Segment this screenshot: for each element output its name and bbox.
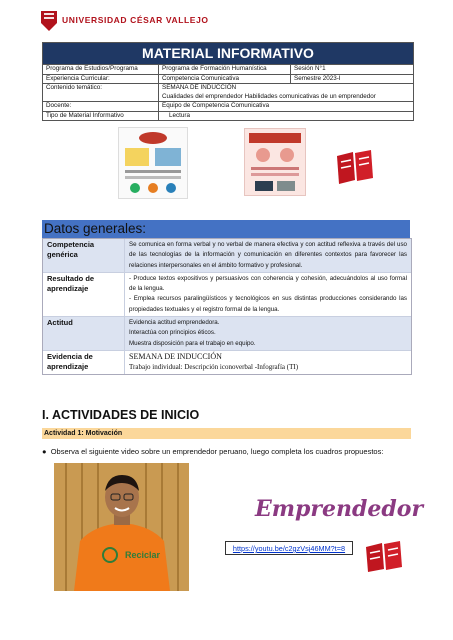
instruction-text: Observa el siguiente video sobre un emprendedor peruano, luego completa los cuadros propuestos: bbox=[50, 447, 384, 456]
resultado-value bbox=[125, 273, 411, 316]
evidencia-line2: Trabajo individual: Descripción iconoverbal -Infografía (TI) bbox=[129, 363, 299, 372]
university-name: UNIVERSIDAD CÉSAR VALLEJO bbox=[62, 15, 209, 25]
experience-row bbox=[43, 74, 413, 84]
resultado-row bbox=[43, 272, 411, 316]
evidencia-value bbox=[125, 351, 411, 374]
actitud-line3: Muestra disposición para el trabajo en equipo. bbox=[129, 339, 256, 347]
evidencia-row bbox=[43, 350, 411, 374]
competencia-label: Competencia genérica bbox=[43, 239, 125, 272]
competencia-value: Se comunica en forma verbal y no verbal de manera efectiva y con actitud reflexiva a través del uso de las tecnologías de la información y comunicación en diferentes contextos para favorecer las relaciones interpersonales en el ámbito formativo y profesional. bbox=[129, 241, 407, 269]
content-value-line1: SEMANA DE INDUCCIÓN bbox=[162, 84, 237, 91]
resultado-line1: - Produce textos expositivos y persuasivos con coherencia y cohesión, adecuándolos al uso formal de la lengua. bbox=[129, 274, 407, 293]
material-type-label: Tipo de Material Informativo bbox=[43, 112, 159, 121]
content-value bbox=[159, 84, 413, 101]
content-label: Contenido temático: bbox=[43, 84, 159, 101]
university-logo-icon bbox=[41, 11, 57, 31]
content-row bbox=[43, 83, 413, 101]
datos-generales-table bbox=[42, 238, 412, 375]
resultado-label: Resultado de aprendizaje bbox=[43, 273, 125, 316]
emprendedor-banner: Emprendedor bbox=[255, 496, 424, 522]
material-type-row bbox=[43, 111, 413, 121]
actitud-value bbox=[125, 317, 411, 350]
teacher-value: Equipo de Competencia Comunicativa bbox=[162, 102, 270, 109]
competencia-row bbox=[43, 239, 411, 272]
material-type-value: Lectura bbox=[169, 111, 191, 119]
evidencia-label: Evidencia de aprendizaje bbox=[43, 351, 125, 374]
bullet-icon: ● bbox=[42, 447, 51, 456]
actitud-line2: Interactúa con principios éticos. bbox=[129, 329, 216, 337]
actitud-row bbox=[43, 316, 411, 350]
info-table bbox=[42, 42, 414, 121]
experience-value: Competencia Comunicativa bbox=[159, 75, 291, 84]
ucv-emblem-icon bbox=[333, 150, 375, 186]
infographic-thumbnail-2 bbox=[244, 128, 306, 196]
evidencia-line1: SEMANA DE INDUCCIÓN bbox=[129, 351, 222, 361]
semester-value: Semestre 2023-I bbox=[294, 74, 341, 82]
datos-generales-heading: Datos generales: bbox=[42, 220, 410, 238]
infographic-thumbnail-1 bbox=[118, 127, 188, 199]
activity-bar: Actividad 1: Motivación bbox=[42, 428, 411, 439]
program-value: Programa de Formación Humanística bbox=[159, 65, 291, 74]
entrepreneur-photo bbox=[54, 463, 189, 591]
section-heading: I. ACTIVIDADES DE INICIO bbox=[42, 408, 200, 422]
program-row bbox=[43, 64, 413, 74]
resultado-line2: - Emplea recursos paralingüísticos y tecnológicos en sus distintas producciones considerando las propiedades textuales y el registro formal de la lengua. bbox=[129, 295, 407, 313]
instruction-item bbox=[42, 447, 383, 456]
teacher-row bbox=[43, 101, 413, 111]
content-value-line2: Cualidades del emprendedor Habilidades comunicativas de un emprendedor bbox=[162, 92, 376, 100]
video-link[interactable]: https://youtu.be/c2gzVsj46MM?t=8 bbox=[225, 541, 353, 555]
ucv-emblem-small-icon bbox=[362, 541, 404, 573]
actitud-line1: Evidencia actitud emprendedora. bbox=[129, 319, 220, 327]
teacher-label: Docente: bbox=[43, 102, 159, 111]
material-title: MATERIAL INFORMATIVO bbox=[43, 43, 413, 64]
actitud-label: Actitud bbox=[43, 317, 125, 350]
experience-label: Experiencia Curricular: bbox=[43, 75, 159, 84]
session-value: Sesión N°1 bbox=[294, 65, 326, 72]
shirt-logo-text: Reciclar bbox=[125, 550, 161, 560]
program-label: Programa de Estudios/Programa bbox=[43, 65, 159, 74]
